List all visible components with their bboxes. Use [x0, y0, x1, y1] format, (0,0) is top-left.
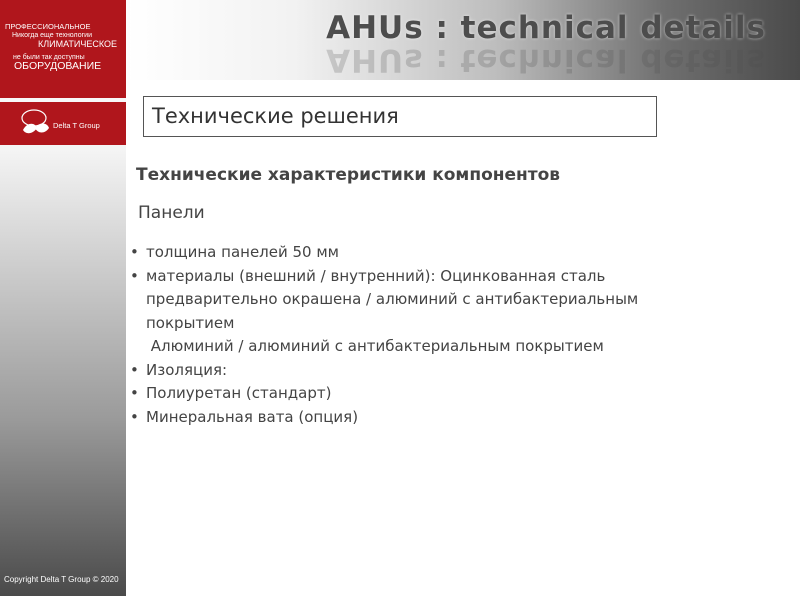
subheading: Технические характеристики компонентов [136, 165, 561, 185]
tagline-line: ОБОРУДОВАНИЕ [14, 60, 102, 72]
list-item [130, 359, 790, 383]
bullet-text: Алюминий / алюминий с антибактериальным покрытием [146, 337, 604, 355]
slide-title: Технические решения [152, 104, 399, 128]
header-band [126, 0, 800, 80]
slide-title-box [143, 96, 657, 137]
section-label: Панели [138, 203, 205, 223]
tagline-line: не были так доступны [13, 54, 85, 61]
tagline-line: КЛИМАТИЧЕСКОЕ [38, 39, 118, 49]
tagline-line: Никогда еще технологии [12, 32, 92, 39]
bullet-text: толщина панелей 50 мм [146, 243, 340, 261]
left-sidebar [0, 0, 126, 596]
bullet-icon: • [130, 243, 139, 261]
bullet-list [130, 241, 790, 429]
bullet-icon: • [130, 266, 139, 285]
bullet-icon: • [130, 384, 139, 402]
list-item [130, 265, 790, 359]
bullet-text: Минеральная вата (опция) [146, 407, 359, 426]
list-item [130, 382, 790, 406]
bullet-text: покрытием [146, 313, 235, 332]
logo [0, 102, 126, 145]
tagline-block [0, 0, 126, 98]
header-title: AHUs : technical details [326, 10, 766, 46]
bullet-icon: • [130, 407, 139, 426]
list-item [130, 406, 790, 430]
bullet-text: предварительно окрашена / алюминий с антибактериальным [146, 290, 639, 308]
bullet-icon: • [130, 360, 139, 379]
tagline-line: ПРОФЕССИОНАЛЬНОЕ [5, 22, 91, 31]
list-item [130, 241, 790, 265]
logo-text: Delta T Group [53, 121, 100, 130]
bullet-text: Изоляция: [146, 360, 228, 379]
header-title-reflection: AHUs : technical details [326, 42, 766, 78]
delta-t-logo-icon [19, 108, 51, 138]
copyright-text: Copyright Delta T Group © 2020 [4, 575, 119, 584]
bullet-text: материалы (внешний / внутренний): Оцинкованная сталь [146, 266, 606, 285]
bullet-text: Полиуретан (стандарт) [146, 384, 332, 402]
